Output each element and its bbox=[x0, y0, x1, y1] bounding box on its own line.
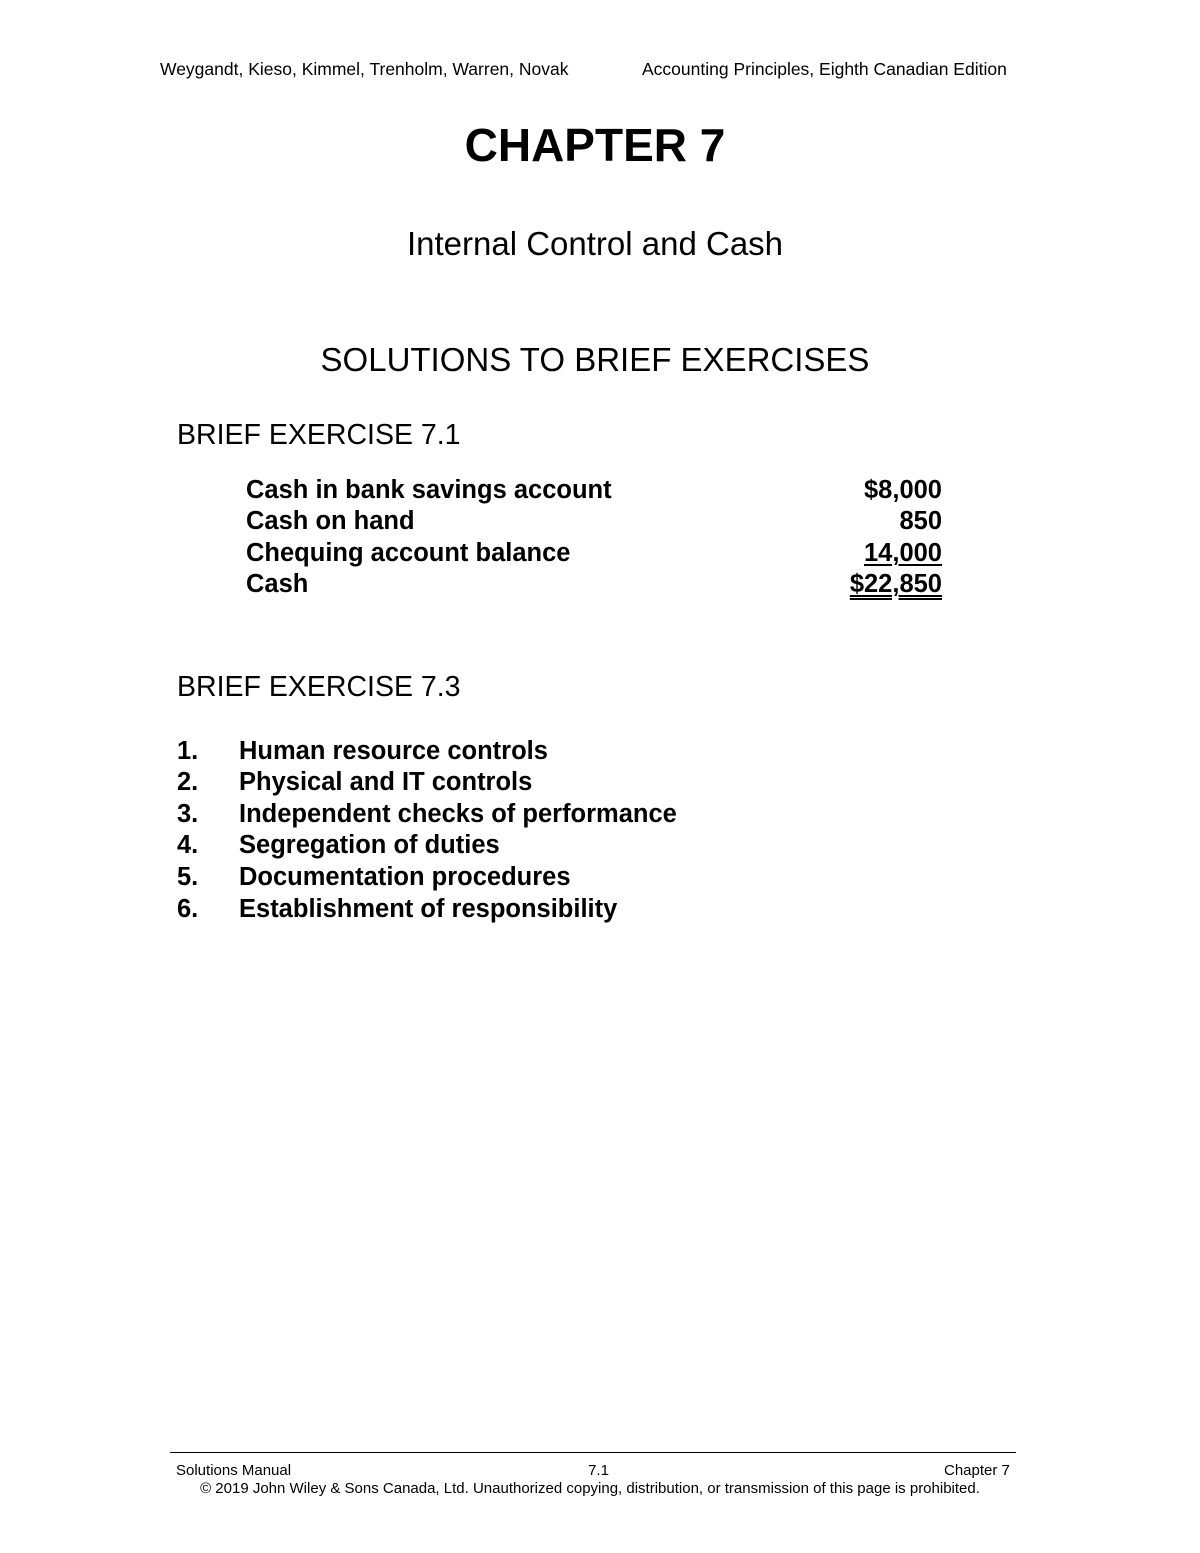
exercise-7-1-title: BRIEF EXERCISE 7.1 bbox=[177, 419, 461, 451]
list-item-text: Documentation procedures bbox=[239, 863, 571, 891]
cash-total-label: Cash bbox=[246, 570, 309, 598]
cash-total-row bbox=[246, 568, 942, 600]
section-heading: SOLUTIONS TO BRIEF EXERCISES bbox=[320, 341, 870, 378]
footer-divider bbox=[170, 1452, 1016, 1453]
list-item-text: Establishment of responsibility bbox=[239, 895, 618, 923]
cash-row-value: 850 bbox=[899, 507, 942, 535]
cash-row bbox=[246, 505, 942, 537]
cash-row-value: 14,000 bbox=[864, 539, 942, 567]
list-item-text: Independent checks of performance bbox=[239, 800, 677, 828]
cash-row-label: Chequing account balance bbox=[246, 539, 571, 567]
footer-manual: Solutions Manual bbox=[176, 1462, 292, 1479]
list-item-number: 2. bbox=[177, 768, 199, 796]
chapter-subtitle: Internal Control and Cash bbox=[406, 225, 784, 262]
list-item-number: 5. bbox=[177, 863, 199, 891]
list-item-number: 6. bbox=[177, 895, 199, 923]
cash-row-label: Cash on hand bbox=[246, 507, 415, 535]
list-item-text: Segregation of duties bbox=[239, 831, 500, 859]
list-item-text: Human resource controls bbox=[239, 737, 548, 765]
footer-page-number: 7.1 bbox=[588, 1462, 609, 1479]
cash-row bbox=[246, 537, 942, 569]
footer-copyright: © 2019 John Wiley & Sons Canada, Ltd. Unauthorized copying, distribution, or transmission of this page is prohibited. bbox=[200, 1480, 980, 1497]
header-authors: Weygandt, Kieso, Kimmel, Trenholm, Warren, Novak bbox=[160, 59, 569, 79]
cash-row bbox=[246, 474, 942, 506]
footer-chapter: Chapter 7 bbox=[944, 1462, 1010, 1479]
exercise-7-3-title: BRIEF EXERCISE 7.3 bbox=[177, 671, 461, 703]
cash-total-value: $22,850 bbox=[849, 570, 942, 598]
cash-row-label: Cash in bank savings account bbox=[246, 476, 612, 504]
list-item-text: Physical and IT controls bbox=[239, 768, 533, 796]
chapter-title: CHAPTER 7 bbox=[464, 119, 726, 171]
list-item-number: 3. bbox=[177, 800, 199, 828]
list-item-number: 4. bbox=[177, 831, 199, 859]
cash-row-value: $8,000 bbox=[864, 476, 942, 504]
list-item-number: 1. bbox=[177, 737, 199, 765]
header-book-title: Accounting Principles, Eighth Canadian Edition bbox=[642, 59, 1007, 79]
